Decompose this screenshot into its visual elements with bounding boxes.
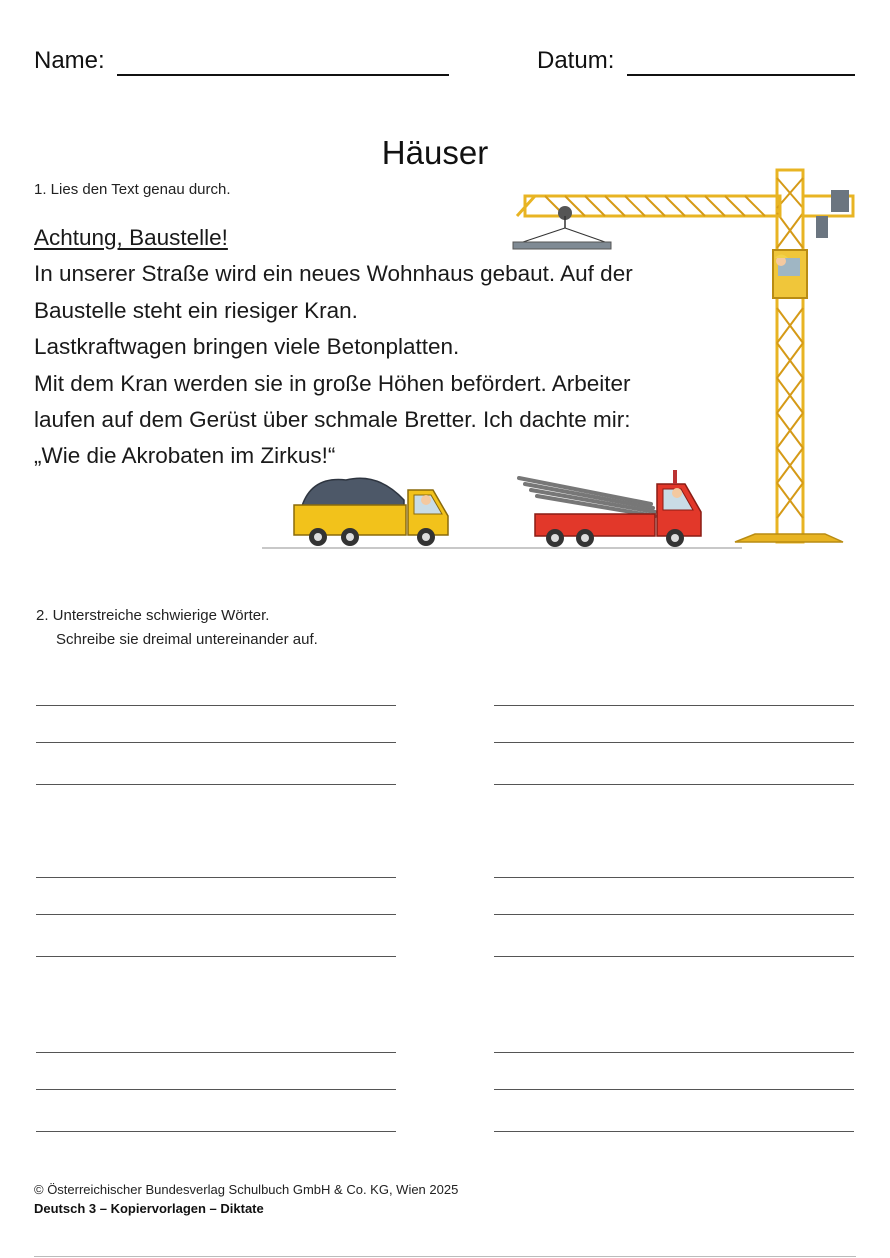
story-heading: Achtung, Baustelle!: [34, 225, 228, 250]
writing-line[interactable]: [494, 1089, 854, 1090]
writing-line[interactable]: [494, 1052, 854, 1053]
task-2-subinstruction: Schreibe sie dreimal untereinander auf.: [56, 631, 318, 648]
story-line: In unserer Straße wird ein neues Wohnhaus gebaut. Auf der: [34, 261, 633, 287]
writing-line[interactable]: [36, 784, 396, 785]
writing-line[interactable]: [36, 877, 396, 878]
writing-line[interactable]: [36, 1052, 396, 1053]
series-label: Deutsch 3 – Kopiervorlagen – Diktate: [34, 1201, 264, 1216]
writing-line[interactable]: [494, 784, 854, 785]
writing-line[interactable]: [36, 742, 396, 743]
writing-line[interactable]: [36, 705, 396, 706]
pipe-truck-icon: [515, 466, 710, 550]
story-line: Lastkraftwagen bringen viele Betonplatten.: [34, 334, 460, 360]
writing-line[interactable]: [494, 1131, 854, 1132]
copyright-notice: © Österreichischer Bundesverlag Schulbuch GmbH & Co. KG, Wien 2025: [34, 1182, 459, 1197]
bottom-divider: [34, 1256, 856, 1257]
story-line: Baustelle steht ein riesiger Kran.: [34, 297, 358, 323]
writing-line[interactable]: [494, 956, 854, 957]
writing-line[interactable]: [36, 1089, 396, 1090]
date-field[interactable]: [627, 74, 855, 76]
writing-line[interactable]: [36, 1131, 396, 1132]
story-line: laufen auf dem Gerüst über schmale Bretter. Ich dachte mir:: [34, 407, 631, 433]
writing-line[interactable]: [494, 742, 854, 743]
story-line: Mit dem Kran werden sie in große Höhen befördert. Arbeiter: [34, 370, 631, 396]
story-line: „Wie die Akrobaten im Zirkus!“: [34, 443, 336, 469]
story-text: [34, 220, 633, 475]
writing-line[interactable]: [36, 914, 396, 915]
gravel-truck-icon: [288, 470, 453, 550]
date-label: Datum:: [537, 47, 615, 74]
writing-line[interactable]: [494, 914, 854, 915]
task-1-instruction: 1. Lies den Text genau durch.: [34, 181, 231, 198]
writing-line[interactable]: [494, 705, 854, 706]
name-field[interactable]: [117, 74, 449, 76]
task-2-instruction: 2. Unterstreiche schwierige Wörter.: [36, 607, 270, 624]
page-title: Häuser: [381, 134, 489, 171]
writing-line[interactable]: [36, 956, 396, 957]
writing-line[interactable]: [494, 877, 854, 878]
name-label: Name:: [34, 47, 105, 74]
